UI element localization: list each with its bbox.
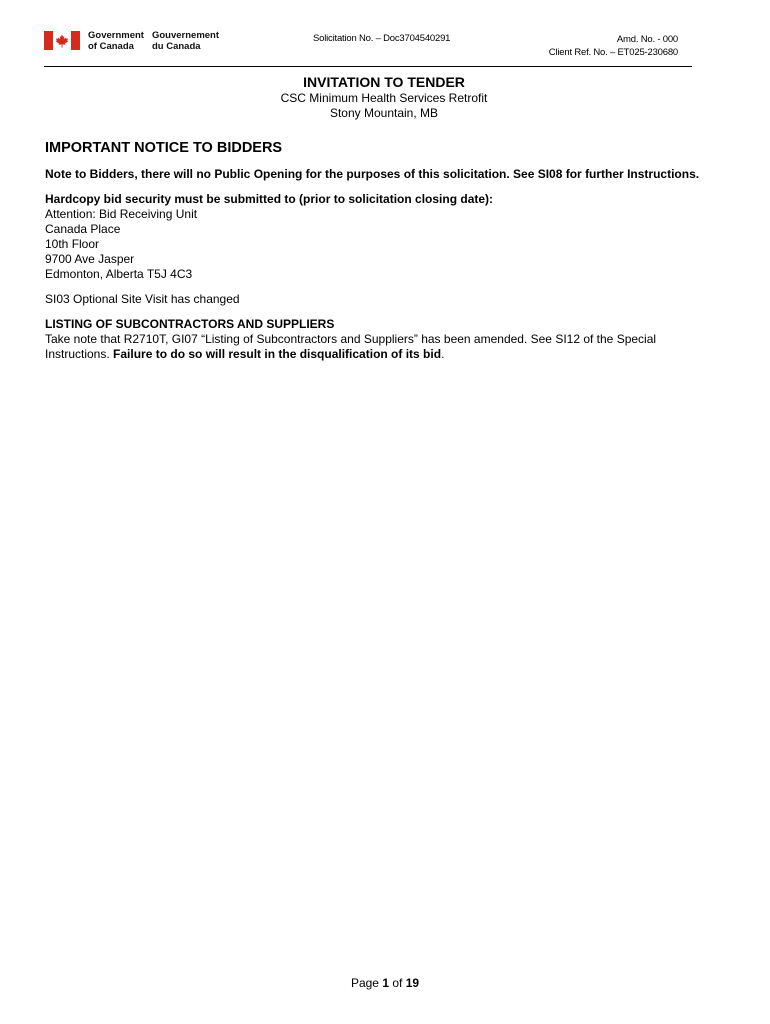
hardcopy-heading: Hardcopy bid security must be submitted to (prior to solicitation closing date):	[45, 192, 494, 206]
address-line: Attention: Bid Receiving Unit	[45, 207, 198, 221]
header-divider	[44, 66, 692, 67]
listing-text: Take note that R2710T, GI07 “Listing of Subcontractors and Suppliers” has been amended. See SI12 of the Special Instructions.	[45, 332, 657, 361]
address-line: Edmonton, Alberta T5J 4C3	[45, 267, 193, 281]
page-total: 19	[405, 976, 420, 990]
listing-end: .	[441, 347, 445, 361]
page-number: 1	[382, 976, 389, 990]
project-location: Stony Mountain, MB	[329, 106, 439, 120]
government-of-canada-logo	[44, 30, 227, 52]
gov-fr-line2: du Canada	[151, 41, 201, 52]
canada-flag-icon	[44, 31, 80, 50]
of-word: of	[389, 976, 406, 990]
amendment-number: Amd. No. - 000	[616, 34, 678, 45]
notice-heading: IMPORTANT NOTICE TO BIDDERS	[45, 140, 283, 156]
address-line: Canada Place	[45, 222, 121, 236]
gov-en-line2: of Canada	[88, 41, 134, 52]
gov-en-line1: Government	[88, 30, 144, 41]
site-visit-note: SI03 Optional Site Visit has changed	[45, 292, 240, 306]
bid-security-section	[45, 192, 705, 282]
gov-fr-line1: Gouvernement	[151, 30, 220, 41]
client-reference-number: Client Ref. No. – ET025-230680	[548, 47, 678, 58]
listing-section	[45, 317, 705, 362]
project-name: CSC Minimum Health Services Retrofit	[280, 91, 488, 105]
title-block	[44, 74, 724, 121]
solicitation-number: Solicitation No. – Doc3704540291	[313, 33, 451, 44]
address-line: 9700 Ave Jasper	[45, 252, 135, 266]
page-footer	[0, 976, 770, 990]
page-word: Page	[350, 976, 383, 990]
amendment-block	[549, 33, 678, 59]
note-to-bidders: Note to Bidders, there will no Public Opening for the purposes of this solicitation. See SI08 for further Instructions.	[45, 167, 700, 181]
page-title: INVITATION TO TENDER	[303, 74, 465, 90]
address-line: 10th Floor	[45, 237, 100, 251]
document-body	[45, 139, 705, 372]
listing-warning: Failure to do so will result in the disqualification of its bid	[113, 347, 442, 361]
listing-heading: LISTING OF SUBCONTRACTORS AND SUPPLIERS	[45, 317, 335, 331]
